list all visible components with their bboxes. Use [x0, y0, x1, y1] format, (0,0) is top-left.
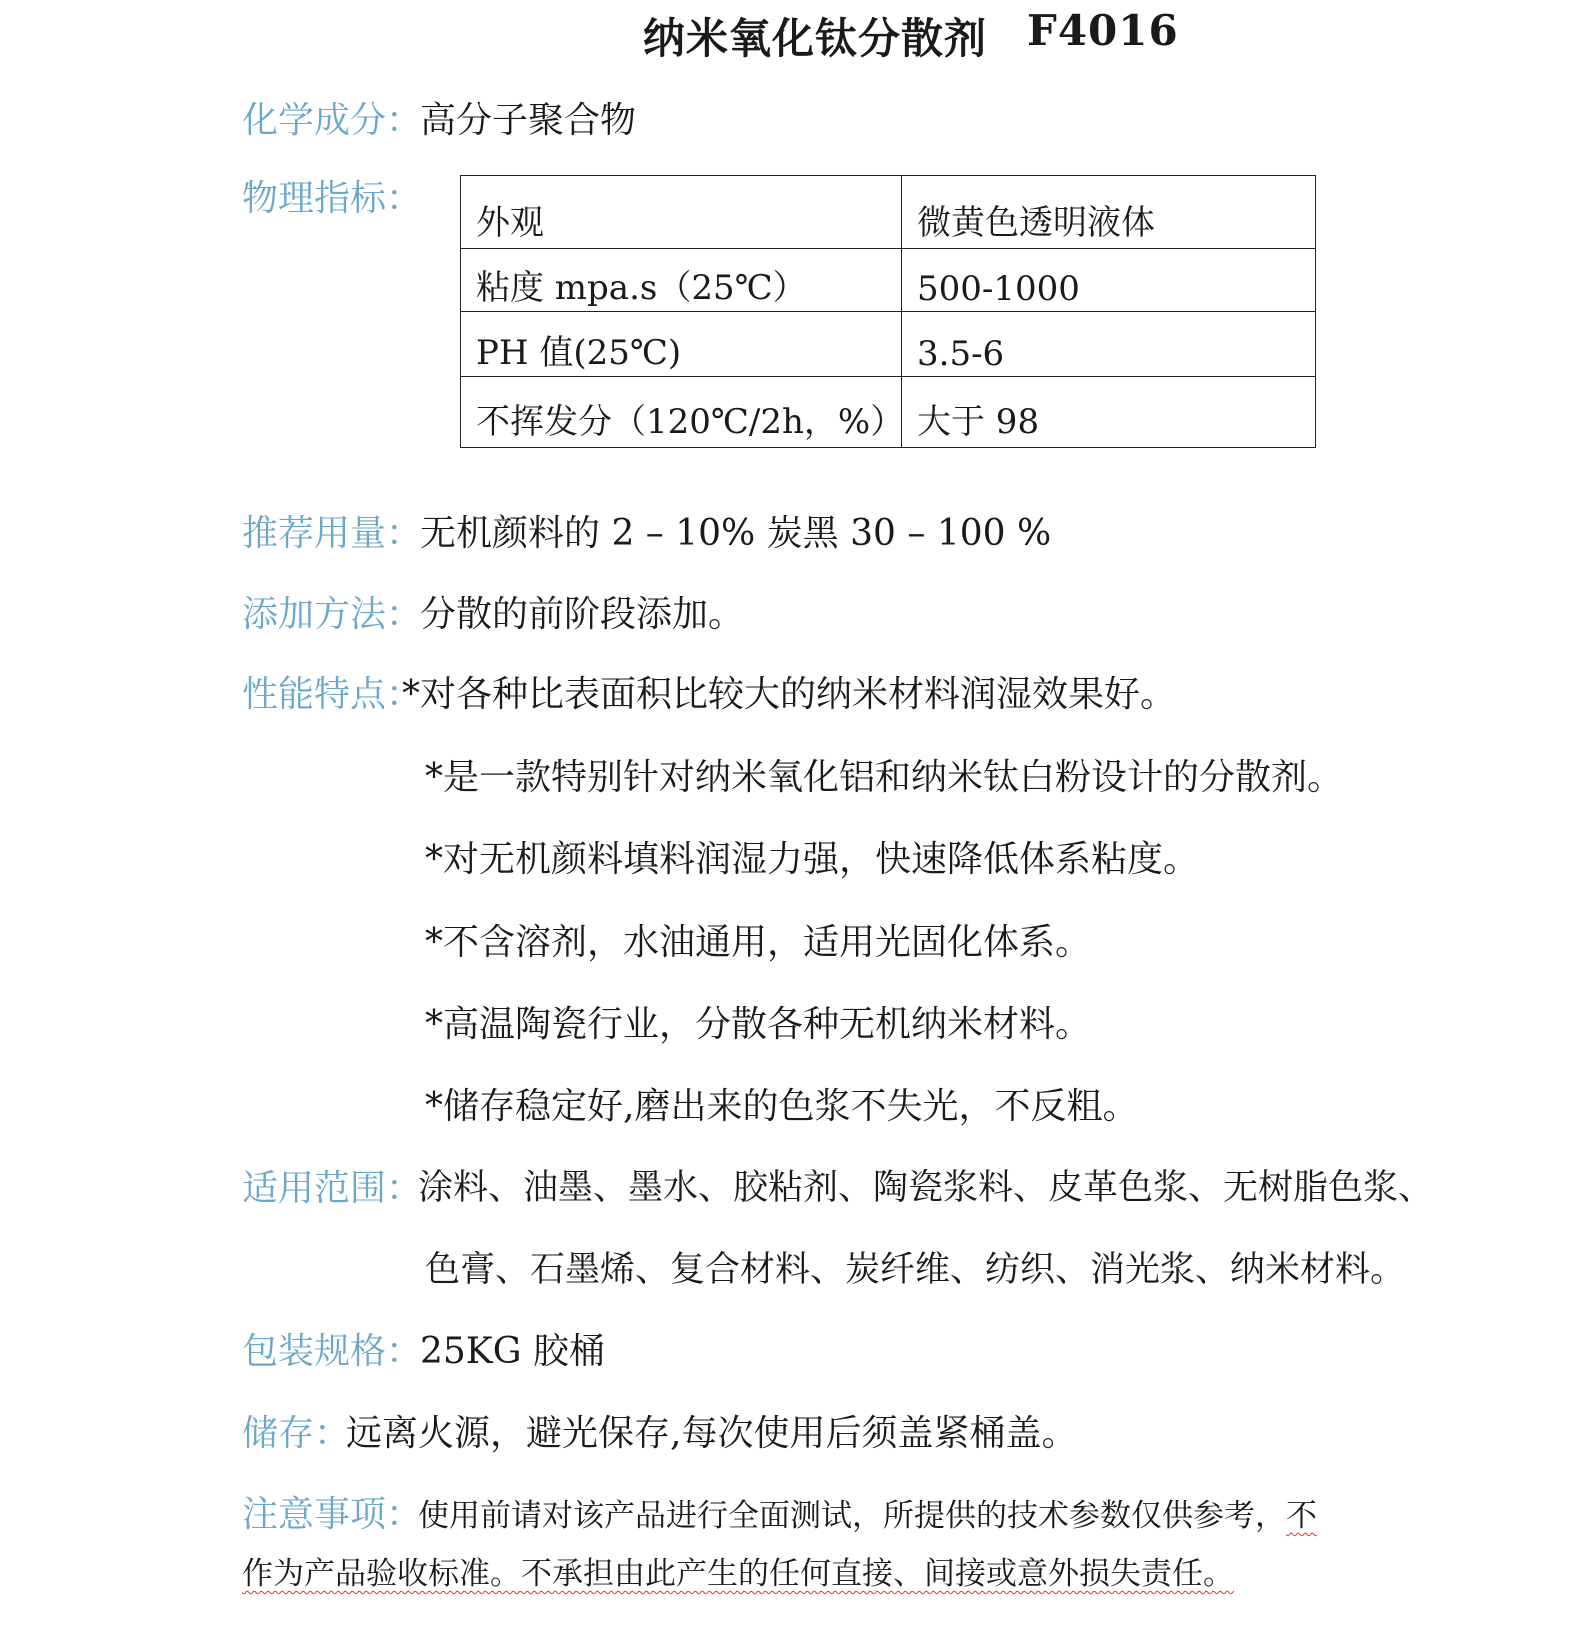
- features-label: 性能特点：: [242, 674, 423, 715]
- spec-property: 外观: [461, 176, 902, 249]
- dosage-label: 推荐用量：: [242, 513, 423, 554]
- table-row: [461, 377, 1316, 448]
- packaging-value: 25KG 胶桶: [420, 1331, 605, 1372]
- feature-item: *对各种比表面积比较大的纳米材料润湿效果好。: [402, 674, 1177, 715]
- spec-value: 微黄色透明液体: [902, 176, 1316, 249]
- feature-item: *是一款特别针对纳米氧化铝和纳米钛白粉设计的分散剂。: [425, 757, 1344, 798]
- notice-line-1-flagged: 不: [1286, 1498, 1317, 1534]
- packaging-label: 包装规格：: [242, 1331, 423, 1372]
- spec-property: 粘度 mpa.s（25℃）: [461, 249, 902, 312]
- notice-line-1: [418, 1490, 1317, 1535]
- table-row: [461, 249, 1316, 312]
- feature-item: *对无机颜料填料润湿力强，快速降低体系粘度。: [425, 839, 1200, 880]
- notice-line-1-text: 使用前请对该产品进行全面测试，所提供的技术参数仅供参考，: [418, 1498, 1286, 1534]
- storage-label: 储存：: [242, 1413, 351, 1454]
- physical-label: 物理指标：: [242, 178, 423, 219]
- product-code: F4016: [1027, 6, 1179, 55]
- table-row: [461, 176, 1316, 249]
- feature-item: *储存稳定好,磨出来的色浆不失光，不反粗。: [425, 1086, 1139, 1127]
- spec-value: 大于 98: [902, 377, 1316, 448]
- feature-item: *不含溶剂，水油通用，适用光固化体系。: [425, 922, 1092, 963]
- table-row: [461, 312, 1316, 377]
- spec-property: 不挥发分（120℃/2h，%）: [461, 377, 902, 448]
- spec-table: [460, 175, 1316, 448]
- notice-line-2: 作为产品验收标准。不承担由此产生的任何直接、间接或意外损失责任。: [242, 1556, 1234, 1592]
- product-name: 纳米氧化钛分散剂: [643, 14, 988, 63]
- spec-property: PH 值(25℃): [461, 312, 902, 377]
- storage-value: 远离火源，避光保存,每次使用后须盖紧桶盖。: [346, 1413, 1078, 1454]
- notice-label: 注意事项：: [242, 1494, 423, 1535]
- scope-line-1: 涂料、油墨、墨水、胶粘剂、陶瓷浆料、皮革色浆、无树脂色浆、: [418, 1168, 1434, 1208]
- spec-value: 500-1000: [902, 249, 1316, 312]
- scope-line-2: 色膏、石墨烯、复合材料、炭纤维、纺织、消光浆、纳米材料。: [425, 1250, 1406, 1290]
- dosage-value: 无机颜料的 2 – 10% 炭黑 30 – 100 %: [420, 513, 1052, 554]
- composition-value: 高分子聚合物: [420, 100, 637, 141]
- method-value: 分散的前阶段添加。: [420, 594, 745, 635]
- spec-value: 3.5-6: [902, 312, 1316, 377]
- composition-label: 化学成分：: [242, 100, 423, 141]
- scope-label: 适用范围：: [242, 1168, 423, 1209]
- feature-item: *高温陶瓷行业，分散各种无机纳米材料。: [425, 1004, 1092, 1045]
- method-label: 添加方法：: [242, 594, 423, 635]
